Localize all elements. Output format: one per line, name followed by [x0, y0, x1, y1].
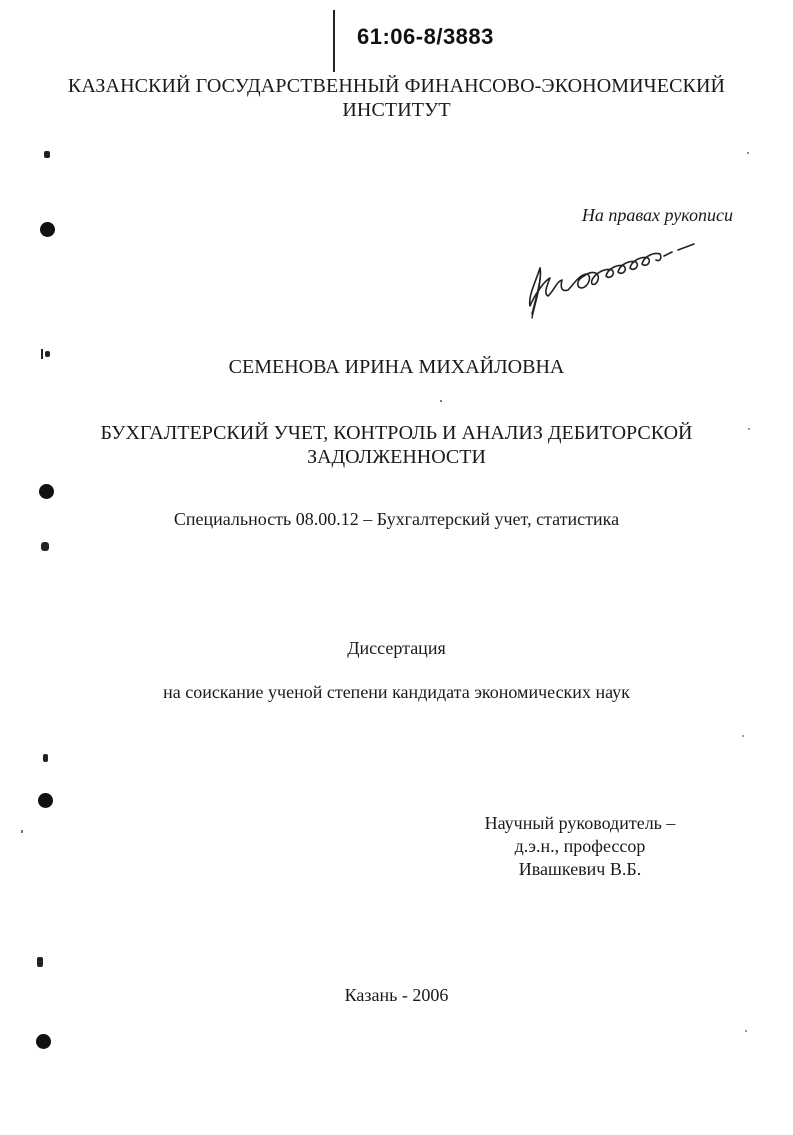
- scan-speck: [44, 151, 50, 158]
- scientific-advisor: [440, 812, 720, 881]
- city-year: Казань - 2006: [344, 985, 449, 1005]
- title-line-2: ЗАДОЛЖЕННОСТИ: [307, 446, 486, 468]
- scan-speck: [37, 957, 43, 967]
- scan-speck: [41, 542, 49, 551]
- institute-line-1: КАЗАНСКИЙ ГОСУДАРСТВЕННЫЙ ФИНАНСОВО-ЭКОНОМИЧЕСКИЙ: [67, 75, 726, 97]
- archive-code: 61:06-8/3883: [357, 24, 494, 49]
- work-type: Диссертация: [347, 638, 446, 658]
- handwritten-signature: [520, 236, 700, 321]
- degree-line: на соискание ученой степени кандидата экономических наук: [163, 682, 630, 702]
- margin-rule: [333, 10, 335, 72]
- binder-hole: [39, 484, 54, 499]
- manuscript-rights-note: На правах рукописи: [581, 205, 733, 225]
- institute-name: [0, 74, 793, 122]
- binder-hole: [36, 1034, 51, 1049]
- advisor-line-3: Ивашкевич В.Б.: [518, 859, 642, 879]
- scan-speck: [21, 830, 23, 833]
- scan-speck: [43, 754, 48, 762]
- scan-speck: [748, 428, 750, 430]
- scan-speck: [45, 351, 50, 357]
- institute-line-2: ИНСТИТУТ: [342, 99, 451, 121]
- dissertation-title: [0, 421, 793, 469]
- specialty-line: Специальность 08.00.12 – Бухгалтерский учет, статистика: [173, 509, 620, 529]
- scan-speck: [745, 1030, 747, 1032]
- author-name: СЕМЕНОВА ИРИНА МИХАЙЛОВНА: [228, 356, 565, 378]
- advisor-line-1: Научный руководитель –: [484, 813, 676, 833]
- binder-hole: [38, 793, 53, 808]
- title-line-1: БУХГАЛТЕРСКИЙ УЧЕТ, КОНТРОЛЬ И АНАЛИЗ ДЕБИТОРСКОЙ: [100, 422, 693, 444]
- advisor-line-2: д.э.н., профессор: [514, 836, 646, 856]
- scan-speck: [742, 735, 744, 737]
- binder-hole: [40, 222, 55, 237]
- scan-speck: [440, 400, 442, 402]
- scan-speck: [41, 349, 43, 359]
- scan-speck: [747, 152, 749, 154]
